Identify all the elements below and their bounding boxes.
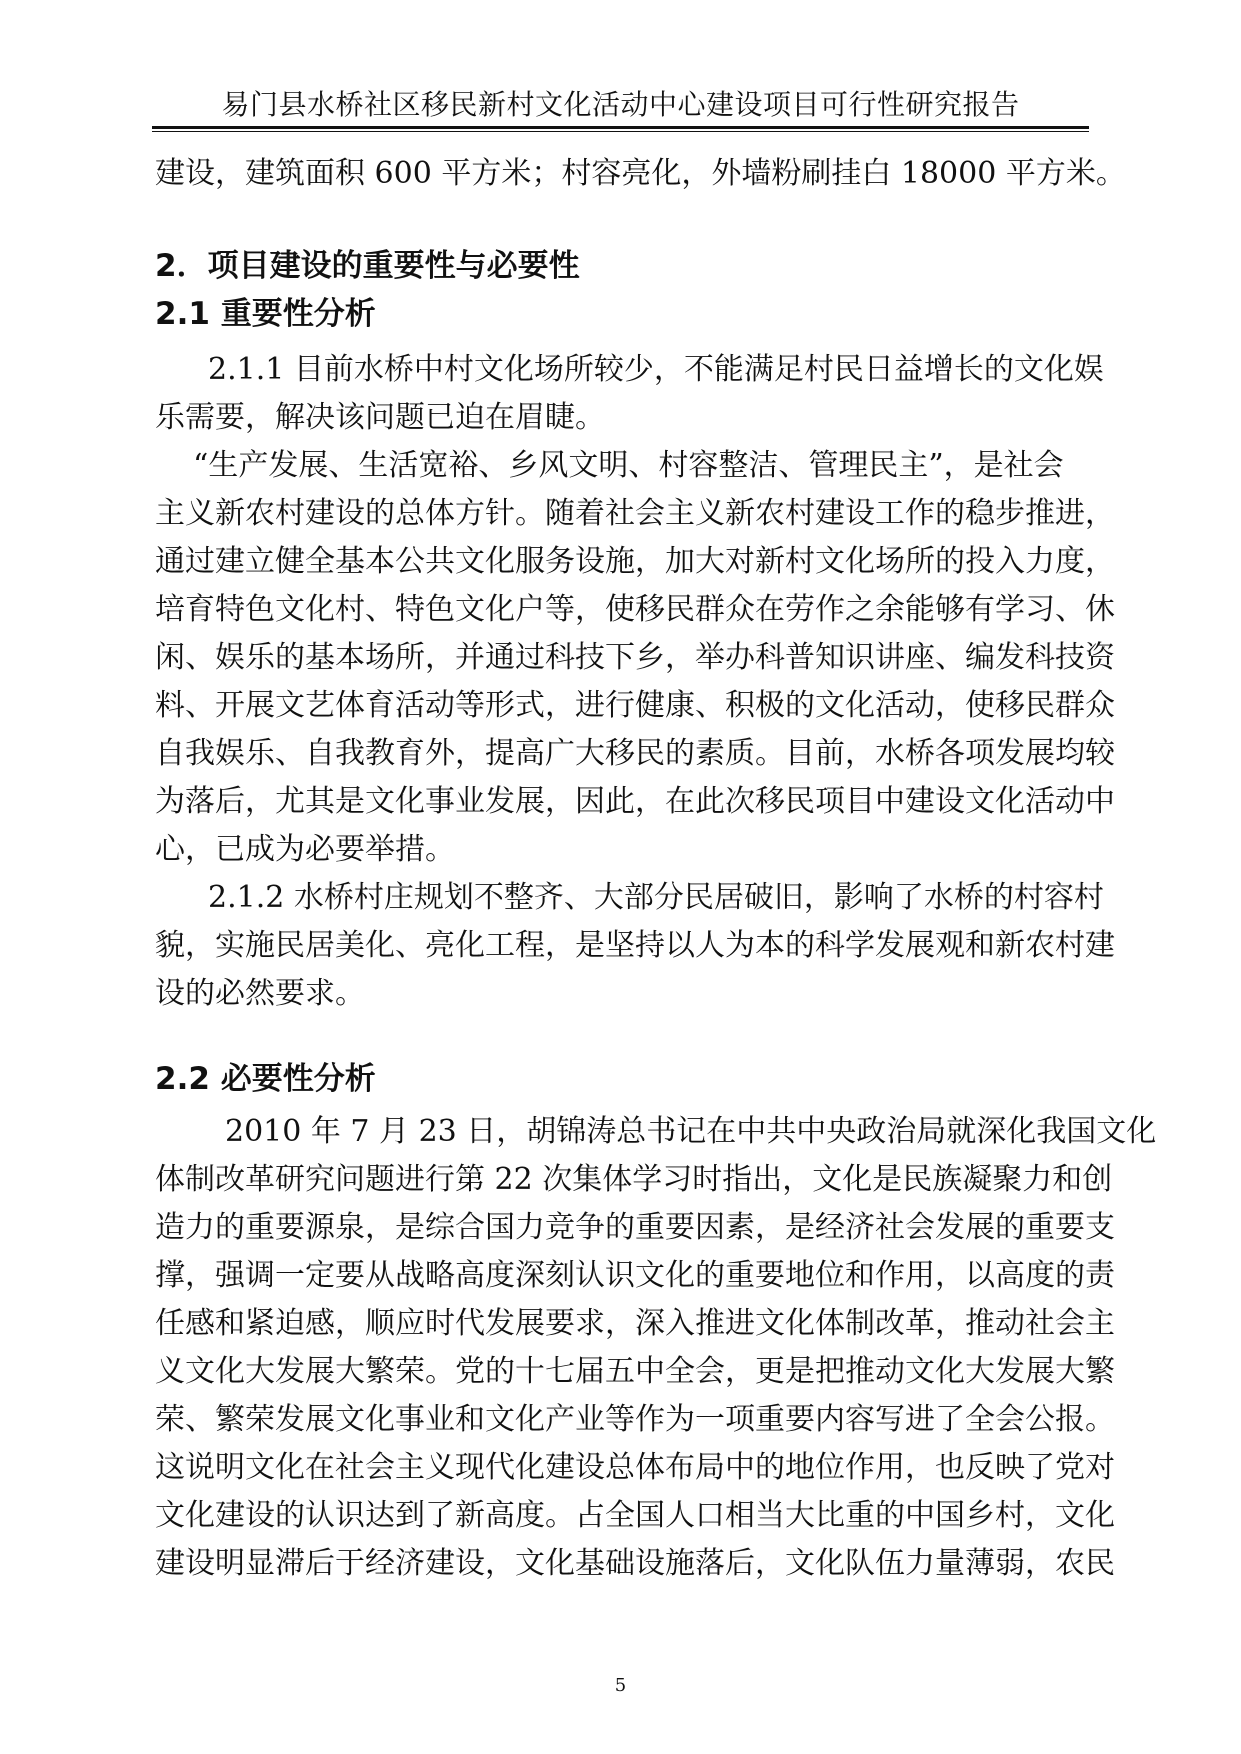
text-line: 2010 年 7 月 23 日，胡锦涛总书记在中共中央政治局就深化我国文化 [225, 1114, 1157, 1149]
header-rule-thin [152, 131, 1089, 132]
header-rule-thick [152, 126, 1089, 129]
section-2-heading: 2．项目建设的重要性与必要性 [155, 248, 580, 284]
text-line: 体制改革研究问题进行第 22 次集体学习时指出，文化是民族凝聚力和创 [155, 1162, 1113, 1197]
text-line: 义文化大发展大繁荣。党的十七届五中全会，更是把推动文化大发展大繁 [155, 1354, 1115, 1389]
paragraph-2-2 [155, 1108, 1157, 1588]
text-line: 貌，实施民居美化、亮化工程，是坚持以人为本的科学发展观和新农村建 [155, 928, 1115, 963]
paragraph-2-1-2 [155, 874, 1115, 1018]
text-line: 设的必然要求。 [155, 976, 365, 1011]
text-line: 建设明显滞后于经济建设，文化基础设施落后，文化队伍力量薄弱，农民 [155, 1546, 1115, 1581]
text-line: 2.1.2 水桥村庄规划不整齐、大部分民居破旧，影响了水桥的村容村 [208, 880, 1104, 915]
text-line: 这说明文化在社会主义现代化建设总体布局中的地位作用，也反映了党对 [155, 1450, 1115, 1485]
text-line: 2.1.1 目前水桥中村文化场所较少，不能满足村民日益增长的文化娱 [208, 352, 1104, 387]
text-line: “生产发展、生活宽裕、乡风文明、村容整洁、管理民主”，是社会 [193, 448, 1064, 483]
text-line: 任感和紧迫感，顺应时代发展要求，深入推进文化体制改革，推动社会主 [155, 1306, 1115, 1341]
text-line: 造力的重要源泉，是综合国力竞争的重要因素，是经济社会发展的重要支 [155, 1210, 1115, 1245]
text-line: 培育特色文化村、特色文化户等，使移民群众在劳作之余能够有学习、休 [155, 592, 1115, 627]
text-line: 荣、繁荣发展文化事业和文化产业等作为一项重要内容写进了全会公报。 [155, 1402, 1115, 1437]
text-line: 通过建立健全基本公共文化服务设施，加大对新村文化场所的投入力度， [155, 544, 1115, 579]
paragraph-policy [155, 442, 1115, 874]
section-2-2-heading: 2.2 必要性分析 [155, 1061, 376, 1097]
text-line: 料、开展文艺体育活动等形式，进行健康、积极的文化活动，使移民群众 [155, 688, 1115, 723]
text-line: 撑，强调一定要从战略高度深刻认识文化的重要地位和作用，以高度的责 [155, 1258, 1115, 1293]
running-header: 易门县水桥社区移民新村文化活动中心建设项目可行性研究报告 [221, 88, 1020, 121]
paragraph-2-1-1 [155, 346, 1104, 442]
intro-line: 建设，建筑面积 600 平方米；村容亮化，外墙粉刷挂白 18000 平方米。 [155, 156, 1126, 191]
section-2-1-heading: 2.1 重要性分析 [155, 296, 376, 332]
text-line: 乐需要，解决该问题已迫在眉睫。 [155, 400, 605, 435]
text-line: 闲、娱乐的基本场所，并通过科技下乡，举办科普知识讲座、编发科技资 [155, 640, 1115, 675]
text-line: 文化建设的认识达到了新高度。占全国人口相当大比重的中国乡村，文化 [155, 1498, 1115, 1533]
text-line: 自我娱乐、自我教育外，提高广大移民的素质。目前，水桥各项发展均较 [155, 736, 1115, 771]
text-line: 主义新农村建设的总体方针。随着社会主义新农村建设工作的稳步推进， [155, 496, 1115, 531]
text-line: 为落后，尤其是文化事业发展，因此，在此次移民项目中建设文化活动中 [155, 784, 1115, 819]
page-number: 5 [614, 1675, 627, 1696]
text-line: 心，已成为必要举措。 [155, 832, 455, 867]
